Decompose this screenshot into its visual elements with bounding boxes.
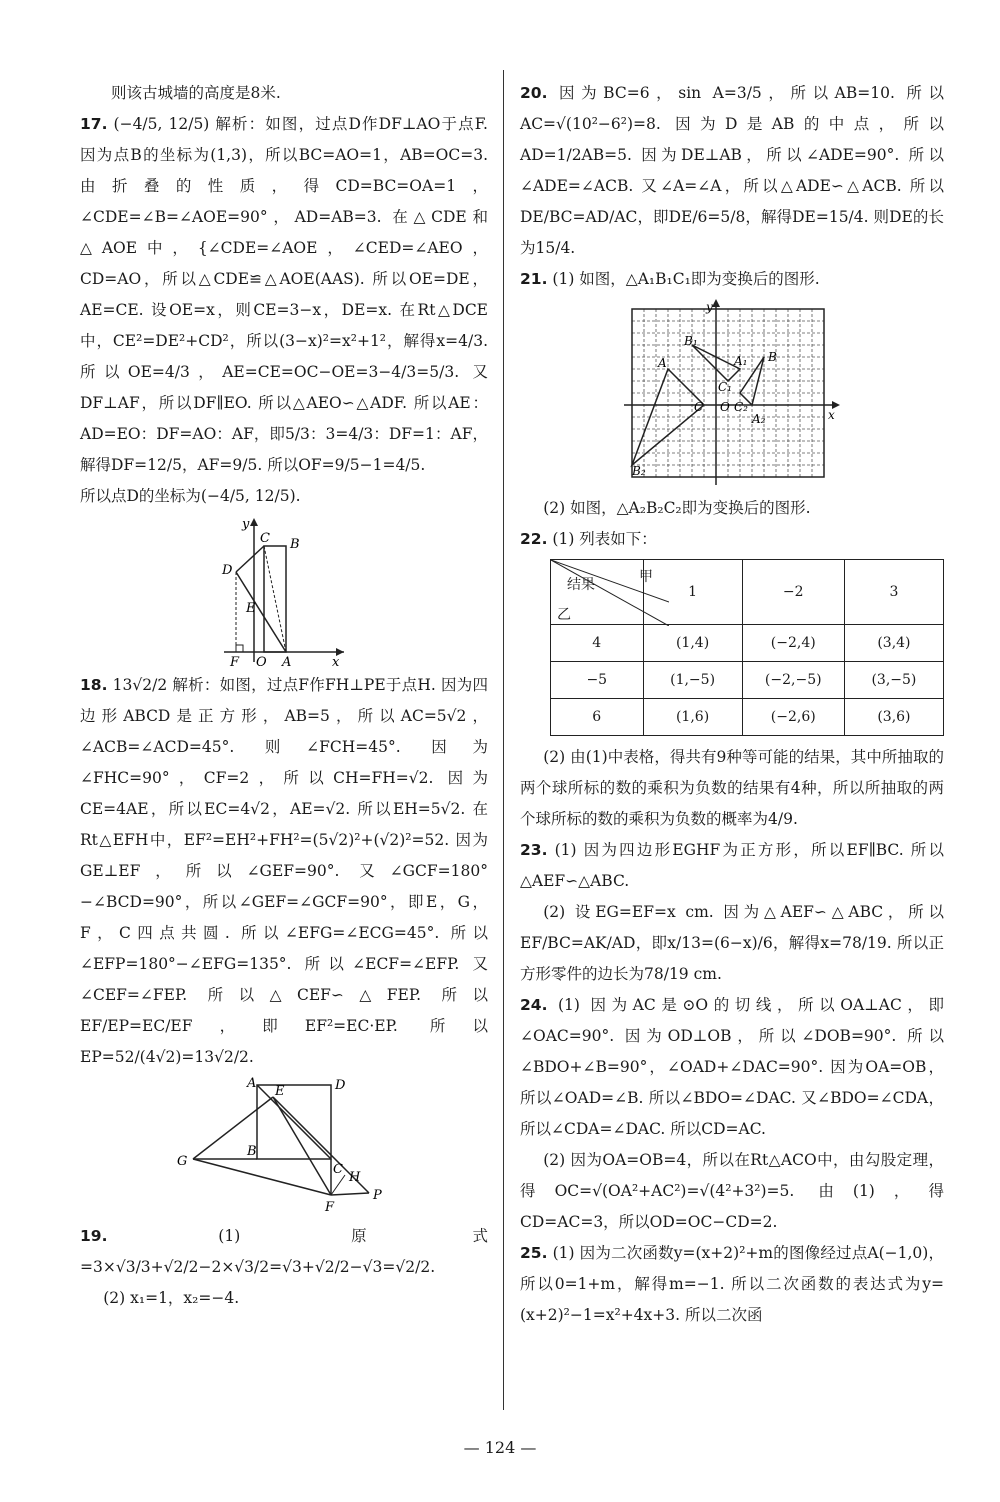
label-F: F xyxy=(325,1200,335,1215)
column-header: 1 xyxy=(643,560,742,625)
label-y: y xyxy=(242,517,250,532)
part-2: (2) 由(1)中表格，得共有9种等可能的结果，其中所抽取的两个球所标的数的乘积为负数的结果有4种，所以所抽取的两个球所标的数的乘积为负数的概率为4/9. xyxy=(520,748,944,828)
figure-18 xyxy=(169,1077,399,1217)
part-1: (1) 列表如下： xyxy=(552,530,657,548)
results-table xyxy=(550,559,944,736)
right-column xyxy=(520,78,944,1331)
label-B: B xyxy=(768,350,777,364)
conclusion-17: 所以点D的坐标为(−4/5, 12/5). xyxy=(80,487,301,505)
left-column xyxy=(80,78,488,1314)
label-A1: A₁ xyxy=(734,354,748,368)
question-number: 21. xyxy=(520,270,548,288)
part-1: (1) 因为二次函数y=(x+2)²+m的图像经过点A(−1,0)，所以0=1+m，解得m=−1. 所以二次函数的表达式为y=(x+2)²−1=x²+4x+3. 所以二次函 xyxy=(520,1244,944,1324)
question-24 xyxy=(520,990,944,1145)
label-A: A xyxy=(247,1077,257,1091)
part-1: (1) 因为AC是⊙O的切线，所以OA⊥AC，即∠OAC=90°. 因为OD⊥OB，所以∠DOB=90°. 所以∠BDO+∠B=90°，∠OAD+∠DAC=90°. 因为OA=OB，所以∠OAD=∠B. 所以∠BDO=∠DAC. 又∠BDO=∠CDA，所以∠CDA=∠DAC. 所以CD=AC. xyxy=(520,996,944,1138)
table-cell: (3,6) xyxy=(844,699,943,736)
part-1: (1) 如图，△A₁B₁C₁即为变换后的图形. xyxy=(552,270,820,288)
table-cell: (1,−5) xyxy=(643,662,742,699)
question-23 xyxy=(520,835,944,897)
label-O: O xyxy=(720,400,730,414)
question-number: 22. xyxy=(520,530,548,548)
row-header: 4 xyxy=(551,625,644,662)
question-20 xyxy=(520,78,944,264)
column-header: 3 xyxy=(844,560,943,625)
question-number: 25. xyxy=(520,1244,548,1262)
part-2: (2) 如图，△A₂B₂C₂即为变换后的图形. xyxy=(543,499,811,517)
label-H: H xyxy=(349,1170,361,1185)
table-row xyxy=(551,699,944,736)
label-D: D xyxy=(335,1078,346,1093)
label-B2: B₂ xyxy=(632,464,646,478)
table-cell: (3,−5) xyxy=(844,662,943,699)
header-yi: 乙 xyxy=(557,607,571,623)
question-22 xyxy=(520,524,944,555)
part-2: (2) 因为OA=OB=4，所以在Rt△ACO中，由勾股定理，得OC=√(OA²+AC²)=√(4²+3²)=5. 由(1)，得CD=AC=3，所以OD=OC−CD=2. xyxy=(520,1151,944,1231)
part-2: (2) 设EG=EF=x cm. 因为△AEF∽△ABC，所以EF/BC=AK/AD，即x/13=(6−x)/6，解得x=78/19. 所以正方形零件的边长为78/19 cm. xyxy=(520,903,944,983)
intro-line: 则该古城墙的高度是8米. xyxy=(111,84,281,102)
label-C2: C₂ xyxy=(734,400,748,414)
table-row xyxy=(551,625,944,662)
question-21 xyxy=(520,264,944,295)
table-corner-header xyxy=(551,560,653,625)
figure-21-grid xyxy=(622,299,842,489)
table-cell: (1,4) xyxy=(643,625,742,662)
question-number: 20. xyxy=(520,84,548,102)
question-19 xyxy=(80,1221,488,1283)
table-cell: (−2,−5) xyxy=(742,662,844,699)
label-G: G xyxy=(177,1154,188,1169)
label-B: B xyxy=(290,537,300,552)
label-O: O xyxy=(256,655,267,666)
label-B: B xyxy=(247,1144,257,1159)
header-jia: 甲 xyxy=(639,569,653,585)
table-cell: (−2,6) xyxy=(742,699,844,736)
part-1: (1) 因为四边形EGHF为正方形，所以EF∥BC. 所以△AEF∽△ABC. xyxy=(520,841,945,890)
label-D: D xyxy=(222,563,233,578)
page-number: — 124 — xyxy=(463,1438,537,1457)
label-C1: C₁ xyxy=(718,380,732,394)
column-divider xyxy=(503,70,504,1410)
figure-17 xyxy=(214,516,354,666)
row-header: 6 xyxy=(551,699,644,736)
question-number: 24. xyxy=(520,996,548,1014)
label-F: F xyxy=(230,655,240,666)
question-number: 19. xyxy=(80,1227,108,1245)
label-E: E xyxy=(275,1084,285,1099)
label-x: x xyxy=(828,408,835,422)
header-result: 结果 xyxy=(567,577,595,593)
label-y: y xyxy=(706,300,713,314)
question-17 xyxy=(80,109,488,481)
table-cell: (3,4) xyxy=(844,625,943,662)
part-2: (2) x₁=1，x₂=−4. xyxy=(103,1289,240,1307)
part-1: (1) 原式=3×√3/3+√2/2−2×√3/2=√3+√2/2−√3=√2/2. xyxy=(80,1227,488,1276)
label-C: C xyxy=(694,400,704,414)
label-C: C xyxy=(333,1162,343,1177)
table-row xyxy=(551,662,944,699)
label-A: A xyxy=(282,655,292,666)
table-cell: (1,6) xyxy=(643,699,742,736)
label-A2: A₂ xyxy=(752,412,766,426)
label-B1: B₁ xyxy=(684,334,698,348)
answer-text: 13√2/2 解析：如图，过点F作FH⊥PE于点H. 因为四边形ABCD是正方形，AB=5，所以AC=5√2，∠ACB=∠ACD=45°. 则∠FCH=45°. 因为∠FHC=90°，CF=2，所以CH=FH=√2. 因为CE=4AE，所以EC=4√2，AE=√2. 所以EH=5√2. 在Rt△EFH中，EF²=EH²+FH²=(5√2)²+(√2)²=52. 因为GE⊥EF，所以∠GEF=90°. 又∠GCF=180°−∠BCD=90°，所以∠GEF=∠GCF=90°，即E，G，F，C四点共圆. 所以∠EFG=∠ECG=45°. 所以∠EFP=180°−∠EFG=135°. 所以∠ECF=∠EFP. 又∠CEF=∠FEP. 所以△CEF∽△FEP. 所以EF/EP=EC/EF，即EF²=EC·EP. 所以EP=52/(4√2)=13√2/2. xyxy=(80,676,488,1066)
label-x: x xyxy=(332,655,340,666)
answer-text: (−4/5, 12/5) 解析：如图，过点D作DF⊥AO于点F. 因为点B的坐标为(1,3)，所以BC=AO=1，AB=OC=3. 由折叠的性质，得CD=BC=OA=1，∠CDE=∠B=∠AOE=90°，AD=AB=3. 在△CDE和△AOE中，{∠CDE=∠AOE，∠CED=∠AEO，CD=AO，所以△CDE≌△AOE(AAS). 所以OE=DE，AE=CE. 设OE=x，则CE=3−x，DE=x. 在Rt△DCE中，CE²=DE²+CD²，所以(3−x)²=x²+1²，解得x=4/3. 所以OE=4/3，AE=CE=OC−OE=3−4/3=5/3. 又DF⊥AF，所以DF∥EO. 所以△AEO∽△ADF. 所以AE：AD=EO：DF=AO：AF，即5/3：3=4/3：DF=1：AF，解得DF=12/5，AF=9/5. 所以OF=9/5−1=4/5. xyxy=(80,115,488,474)
table-cell: (−2,4) xyxy=(742,625,844,662)
column-header: −2 xyxy=(742,560,844,625)
row-header: −5 xyxy=(551,662,644,699)
question-number: 18. xyxy=(80,676,108,694)
question-25 xyxy=(520,1238,944,1331)
question-18 xyxy=(80,670,488,1073)
label-P: P xyxy=(373,1188,382,1203)
label-E: E xyxy=(246,601,256,616)
label-C: C xyxy=(260,531,270,546)
question-number: 17. xyxy=(80,115,108,133)
question-number: 23. xyxy=(520,841,548,859)
answer-text: 因为BC=6，sin A=3/5，所以AB=10. 所以AC=√(10²−6²)=8. 因为D是AB的中点，所以AD=1/2AB=5. 因为DE⊥AB，所以∠ADE=90°. 所以∠ADE=∠ACB. 又∠A=∠A，所以△ADE∽△ACB. 所以DE/BC=AD/AC，即DE/6=5/8，解得DE=15/4. 则DE的长为15/4. xyxy=(520,84,944,257)
label-A: A xyxy=(658,356,667,370)
